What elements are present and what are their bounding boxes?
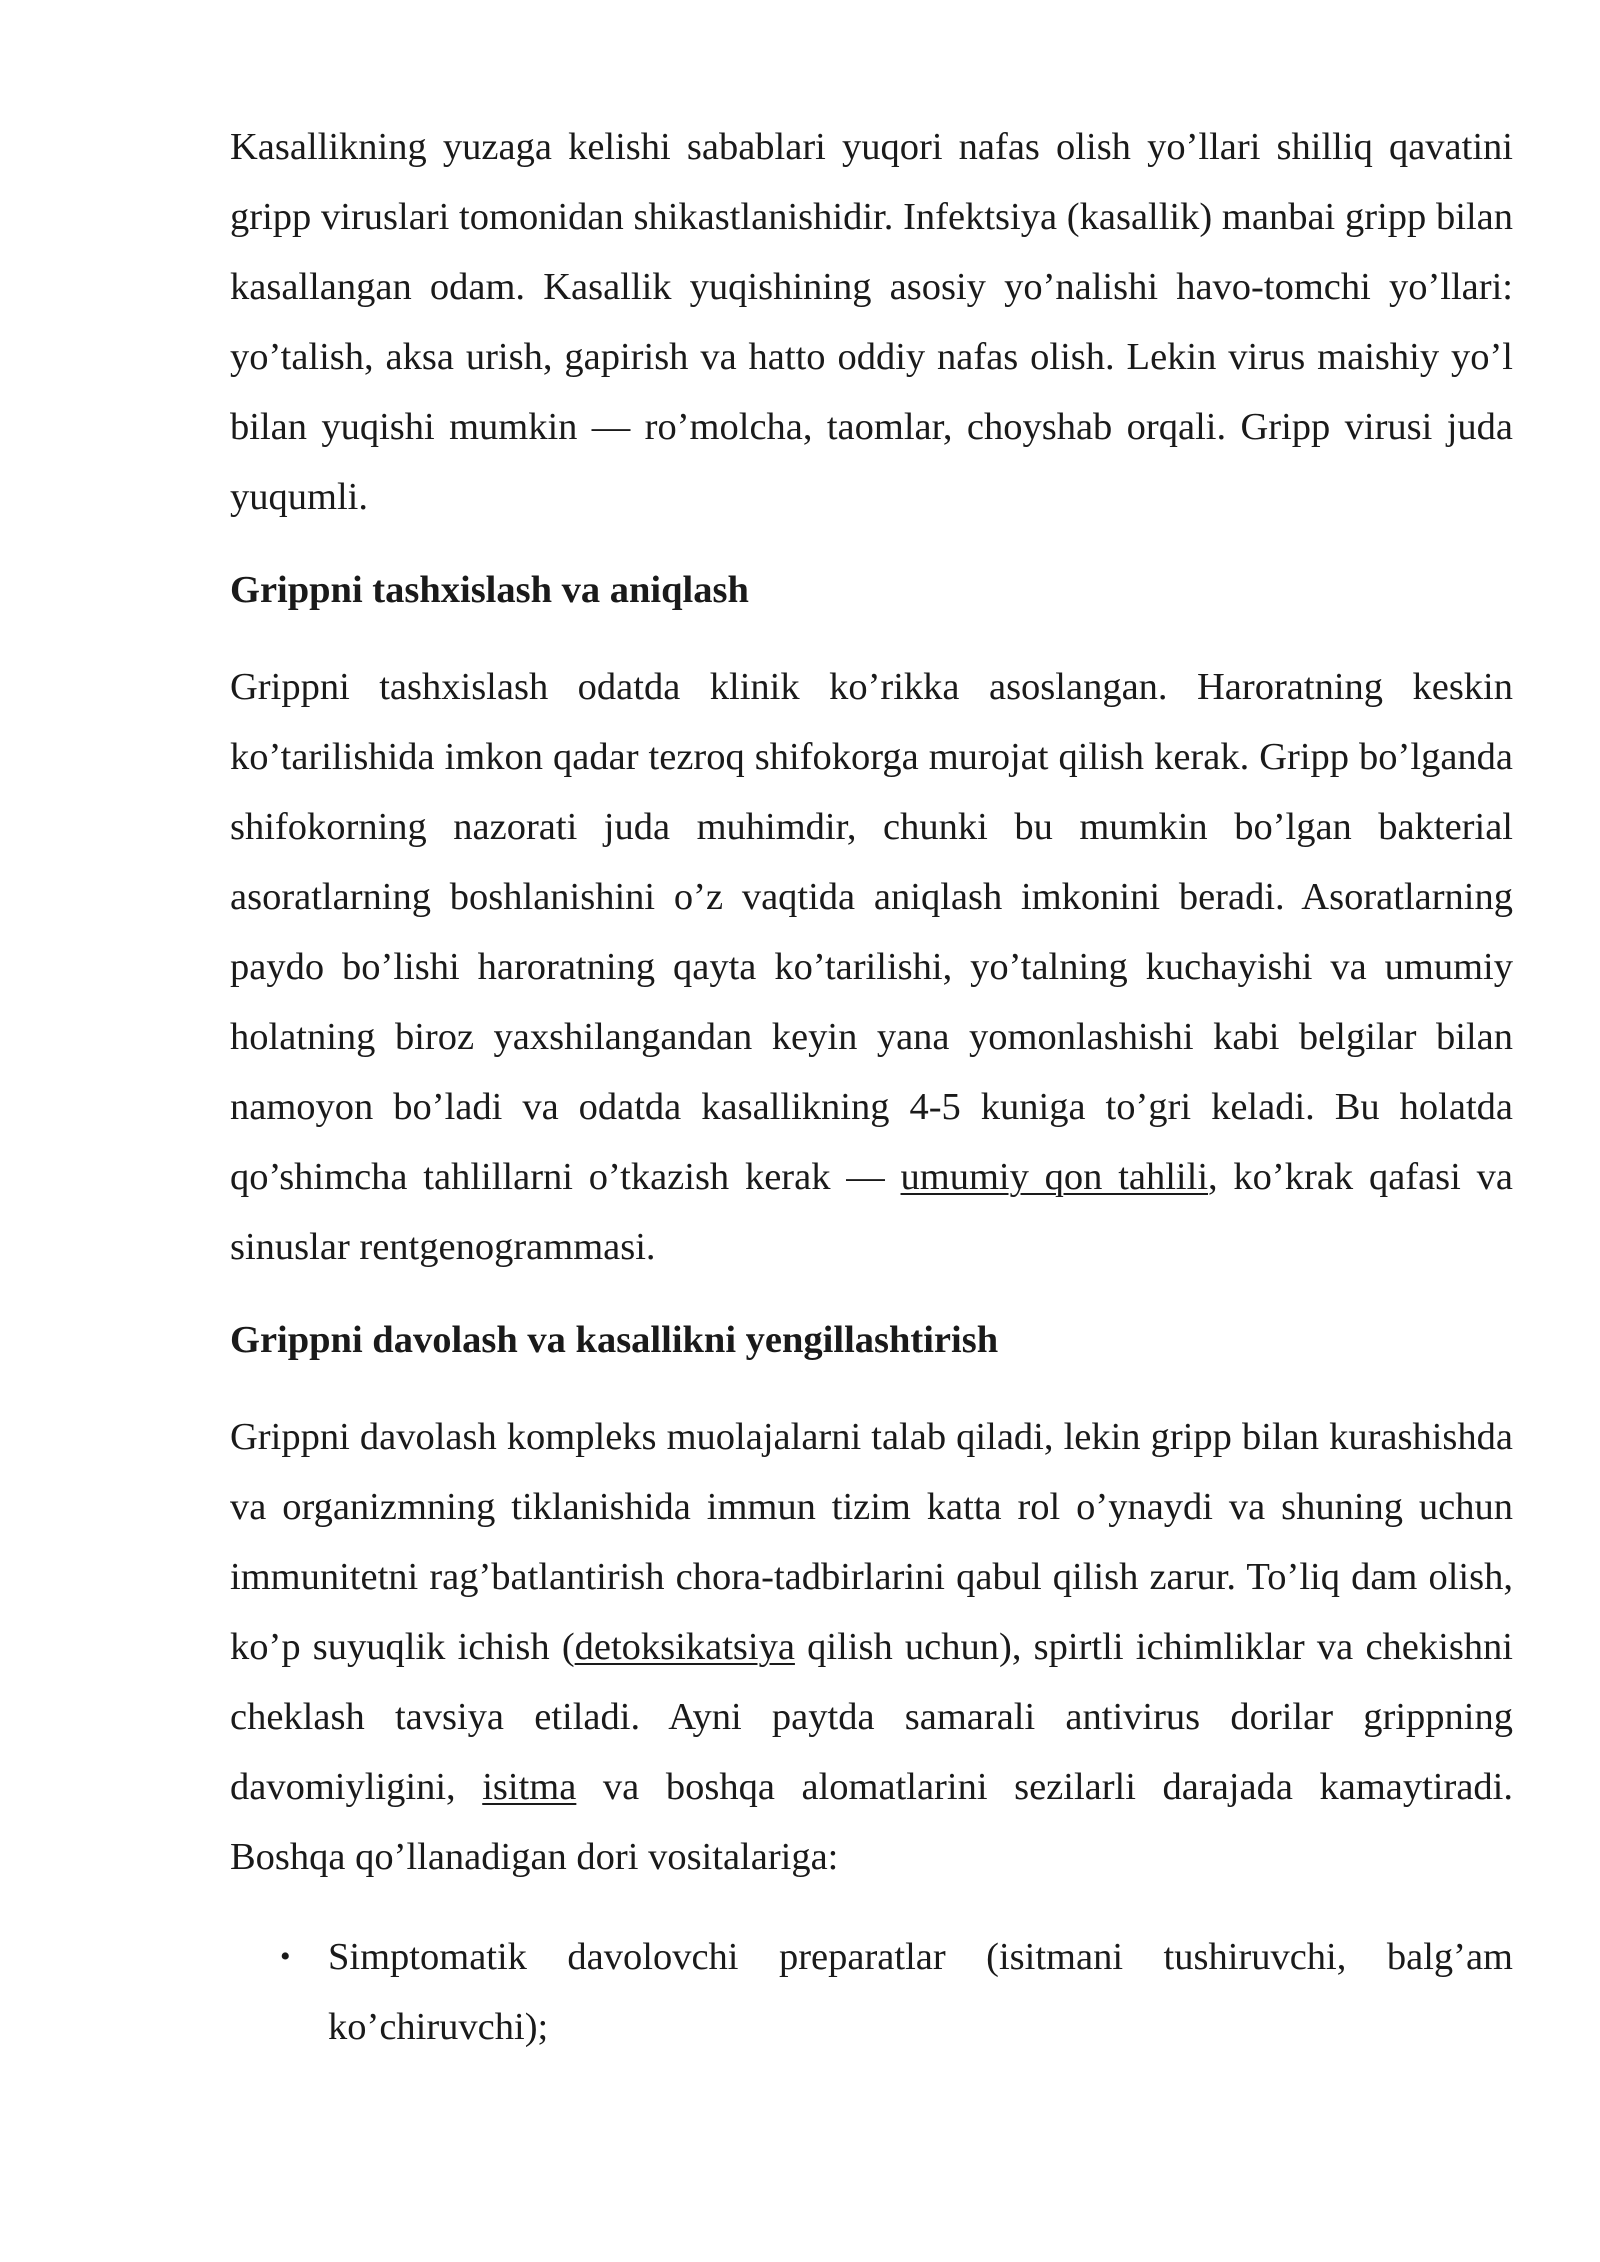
bullet-icon: • [280,1940,291,1973]
document-page [230,112,1513,2062]
paragraph-treatment-text-3: va boshqa alomatlarini sezilarli darajada kamaytiradi. Boshqa qo’llanadigan dori vositalariga: [230,1766,1513,1878]
paragraph-treatment-text-2: qilish uchun), spirtli ichimliklar va chekishni cheklash tavsiya etiladi. Ayni paytda samarali antivirus dorilar grippning davomiyligini, [230,1626,1513,1808]
paragraph-diagnosis-text-2: , ko’krak qafasi va sinuslar rentgenogrammasi. [230,1156,1513,1268]
list-item-text: Simptomatik davolovchi preparatlar (isitmani tushiruvchi, balg’am ko’chiruvchi); [328,1936,1513,2048]
link-detoxification[interactable]: detoksikatsiya [574,1626,795,1668]
link-blood-test[interactable]: umumiy qon tahlili [900,1156,1209,1198]
paragraph-treatment-text-1: Grippni davolash kompleks muolajalarni talab qiladi, lekin gripp bilan kurashishda va organizmning tiklanishida immun tizim katta rol o’ynaydi va shuning uchun immunitetni rag’batlantirish chora-tadbirlarini qabul qilish zarur. To’liq dam olish, ko’p suyuqlik ichish ( [230,1416,1513,1668]
paragraph-causes: Kasallikning yuzaga kelishi sabablari yuqori nafas olish yo’llari shilliq qavatini gripp viruslari tomonidan shikastlanishidir. Infektsiya (kasallik) manbai gripp bilan kasallangan odam. Kasallik yuqishining asosiy yo’nalishi havo-tomchi yo’llari: yo’talish, aksa urish, gapirish va hatto oddiy nafas olish. Lekin virus maishiy yo’l bilan yuqishi mumkin — ro’molcha, taomlar, choyshab orqali. Gripp virusi juda yuqumli. [230,126,1513,518]
link-fever[interactable]: isitma [482,1766,577,1808]
heading-diagnosis: Grippni tashxislash va aniqlash [230,569,749,611]
paragraph-treatment [230,1402,1513,1892]
medication-list [230,1922,1513,2062]
paragraph-diagnosis-text-1: Grippni tashxislash odatda klinik ko’rikka asoslangan. Haroratning keskin ko’tarilishida imkon qadar tezroq shifokorga murojat qilish kerak. Gripp bo’lganda shifokorning nazorati juda muhimdir, chunki bu mumkin bo’lgan bakterial asoratlarning boshlanishini o’z vaqtida aniqlash imkonini beradi. Asoratlarning paydo bo’lishi haroratning qayta ko’tarilishi, yo’talning kuchayishi va umumiy holatning biroz yaxshilangandan keyin yana yomonlashishi kabi belgilar bilan namoyon bo’ladi va odatda kasallikning 4-5 kuniga to’gri keladi. Bu holatda qo’shimcha tahlillarni o’tkazish kerak — [230,666,1513,1198]
list-item [230,1922,1513,2062]
heading-treatment: Grippni davolash va kasallikni yengillashtirish [230,1319,999,1361]
paragraph-diagnosis [230,652,1513,1282]
